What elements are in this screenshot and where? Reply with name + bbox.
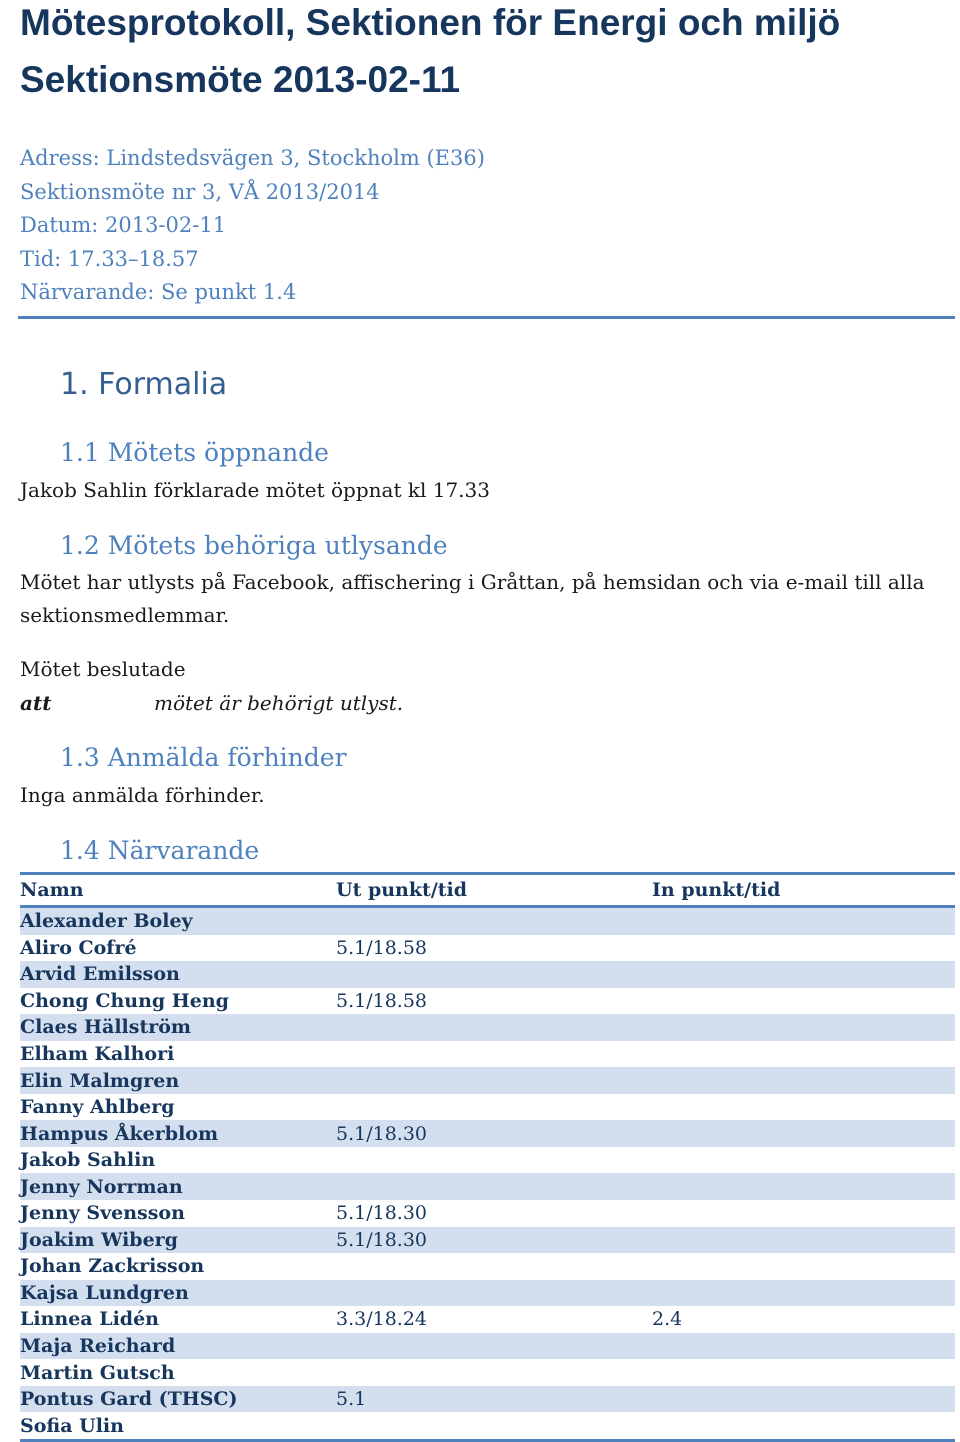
table-row: [20, 1412, 955, 1440]
table-row: [20, 1120, 955, 1147]
decision-line: [20, 687, 955, 720]
heading-1-1: 1.1 Mötets öppnande: [60, 438, 329, 467]
cell-in: [652, 1412, 955, 1440]
column-header-in: In punkt/tid: [652, 874, 955, 907]
cell-in: [652, 1359, 955, 1386]
table-row: [20, 1359, 955, 1386]
cell-in: [652, 1333, 955, 1360]
cell-name: Hampus Åkerblom: [20, 1122, 219, 1145]
cell-name: Elham Kalhori: [20, 1043, 175, 1065]
cell-name: Jenny Norrman: [20, 1175, 183, 1198]
table-row: [20, 1014, 955, 1041]
table-row: [20, 1041, 955, 1068]
cell-in: [652, 1041, 955, 1068]
cell-out: [336, 1280, 652, 1307]
cell-name: Aliro Cofré: [20, 936, 137, 959]
meta-time: Tid: 17.33–18.57: [20, 246, 199, 271]
table-row: [20, 1386, 955, 1413]
table-row: [20, 1227, 955, 1254]
cell-name: Martin Gutsch: [20, 1361, 175, 1384]
cell-in: [652, 1386, 955, 1413]
cell-out: [336, 1014, 652, 1041]
table-row: [20, 1200, 955, 1227]
text-1-2-line1: Mötet har utlysts på Facebook, affischering i Gråttan, på hemsidan och via e-mail till alla: [20, 570, 925, 594]
table-row: [20, 1333, 955, 1360]
cell-in: [652, 1120, 955, 1147]
cell-name: Pontus Gard (THSC): [20, 1388, 238, 1411]
cell-in: [652, 1173, 955, 1200]
table-row: [20, 1067, 955, 1094]
text-1-3: Inga anmälda förhinder.: [20, 783, 265, 807]
cell-name: Sofia Ulin: [20, 1414, 124, 1437]
table-row: [20, 1280, 955, 1307]
cell-out: [336, 1412, 652, 1440]
meta-meeting-number: Sektionsmöte nr 3, VÅ 2013/2014: [20, 179, 380, 204]
table-row: [20, 1173, 955, 1200]
column-header-out: Ut punkt/tid: [336, 874, 652, 907]
decision-text: mötet är behörigt utlyst.: [154, 691, 404, 715]
cell-name: Claes Hällström: [20, 1016, 192, 1039]
title-line-2: Sektionsmöte 2013-02-11: [20, 59, 461, 100]
table-row: [20, 988, 955, 1015]
cell-name: Linnea Lidén: [20, 1308, 159, 1331]
attendance-body: [20, 907, 955, 1441]
cell-in: [652, 1147, 955, 1174]
cell-name: Maja Reichard: [20, 1335, 176, 1358]
cell-in: [652, 907, 955, 935]
table-row: [20, 907, 955, 935]
cell-in: 2.4: [652, 1308, 683, 1331]
decision-intro: Mötet beslutade: [20, 657, 186, 681]
att-keyword: att: [20, 691, 52, 715]
cell-in: [652, 1094, 955, 1121]
cell-name: Chong Chung Heng: [20, 989, 229, 1012]
cell-out: 3.3/18.24: [336, 1308, 428, 1331]
cell-in: [652, 961, 955, 988]
cell-out: 5.1/18.58: [336, 989, 428, 1012]
cell-out: [336, 1173, 652, 1200]
cell-out: [336, 907, 652, 935]
cell-out: 5.1/18.30: [336, 1228, 428, 1251]
cell-name: Johan Zackrisson: [20, 1255, 205, 1278]
cell-in: [652, 1067, 955, 1094]
cell-name: Arvid Emilsson: [20, 963, 180, 986]
meta-attendees: Närvarande: Se punkt 1.4: [20, 280, 297, 304]
table-row: [20, 1094, 955, 1121]
meta-date: Datum: 2013-02-11: [20, 213, 227, 237]
cell-out: 5.1/18.58: [336, 936, 428, 959]
table-row: [20, 935, 955, 962]
text-1-2-line2: sektionsmedlemmar.: [20, 603, 230, 627]
column-header-name: Namn: [20, 874, 336, 907]
cell-in: [652, 1280, 955, 1307]
table-row: [20, 1306, 955, 1333]
cell-out: [336, 1067, 652, 1094]
table-row: [20, 1253, 955, 1280]
cell-name: Elin Malmgren: [20, 1069, 180, 1092]
cell-name: Jakob Sahlin: [20, 1149, 156, 1172]
cell-name: Fanny Ahlberg: [20, 1096, 175, 1119]
cell-out: [336, 961, 652, 988]
title-divider: [18, 316, 955, 319]
cell-out: 5.1/18.30: [336, 1202, 428, 1225]
meeting-meta: [20, 142, 485, 310]
heading-1-2: 1.2 Mötets behöriga utlysande: [60, 531, 448, 560]
cell-out: [336, 1359, 652, 1386]
cell-name: Alexander Boley: [20, 910, 193, 933]
cell-name: Jenny Svensson: [20, 1202, 185, 1225]
cell-in: [652, 1227, 955, 1254]
title-line-1: Mötesprotokoll, Sektionen för Energi och miljö: [20, 2, 841, 43]
cell-name: Joakim Wiberg: [20, 1228, 178, 1251]
heading-formalia: 1. Formalia: [60, 367, 228, 402]
cell-in: [652, 1200, 955, 1227]
meta-address: Adress: Lindstedsvägen 3, Stockholm (E36): [20, 146, 485, 170]
text-1-1: Jakob Sahlin förklarade mötet öppnat kl 17.33: [20, 478, 490, 502]
table-row: [20, 961, 955, 988]
cell-out: [336, 1333, 652, 1360]
cell-out: [336, 1041, 652, 1068]
heading-1-4: 1.4 Närvarande: [60, 836, 260, 865]
cell-out: 5.1/18.30: [336, 1122, 428, 1145]
cell-out: [336, 1253, 652, 1280]
cell-in: [652, 935, 955, 962]
cell-out: [336, 1094, 652, 1121]
heading-1-3: 1.3 Anmälda förhinder: [60, 743, 347, 772]
cell-out: 5.1: [336, 1388, 367, 1411]
cell-name: Kajsa Lundgren: [20, 1281, 189, 1304]
table-row: [20, 1147, 955, 1174]
cell-out: [336, 1147, 652, 1174]
cell-in: [652, 988, 955, 1015]
cell-in: [652, 1253, 955, 1280]
attendance-table: [20, 872, 955, 1442]
cell-in: [652, 1014, 955, 1041]
attendance-header-row: [20, 874, 955, 907]
